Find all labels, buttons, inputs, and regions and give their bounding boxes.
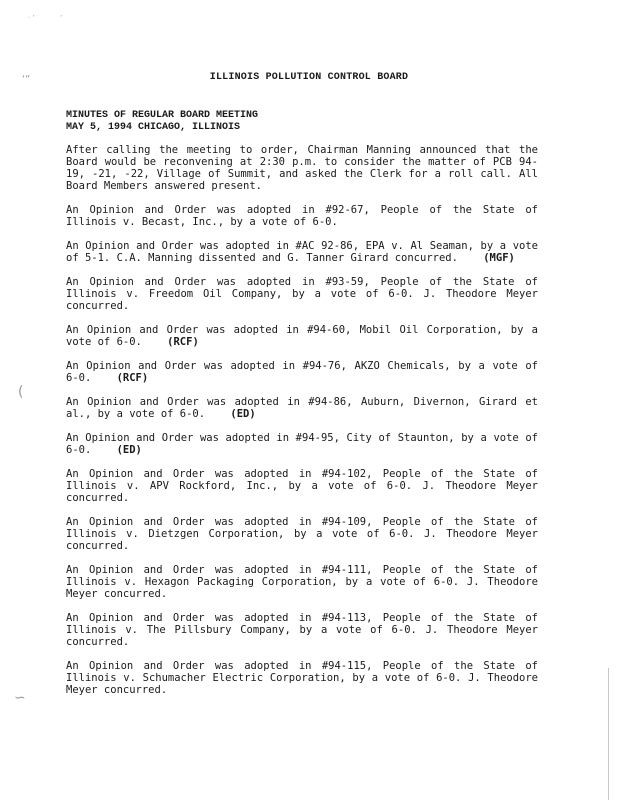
author-tag: (ED) — [116, 444, 142, 456]
scan-speck-mark: ∽ — [14, 690, 26, 706]
scan-speck-mark: ’ — [60, 14, 63, 22]
scan-speck-mark: ( — [18, 384, 24, 400]
minutes-paragraph — [66, 468, 538, 504]
scan-speck-mark: · ’ — [28, 14, 35, 22]
paragraph-text: An Opinion and Order was adopted in #94-95, City of Staunton, by a vote of 6-0. — [66, 432, 538, 456]
paragraph-text: An Opinion and Order was adopted in #94-76, AKZO Chemicals, by a vote of 6-0. — [66, 360, 538, 384]
paragraph-text: An Opinion and Order was adopted in #94-86, Auburn, Divernon, Girard et al., by a vote of 6-0. — [66, 396, 538, 420]
paragraph-text: An Opinion and Order was adopted in #94-115, People of the State of Illinois v. Schumacher Electric Corporation, by a vote of 6-0. J. Theodore Meyer concurred. — [66, 660, 538, 696]
minutes-paragraph — [66, 660, 538, 696]
minutes-paragraph — [66, 516, 538, 552]
paragraph-text: An Opinion and Order was adopted in #94-60, Mobil Oil Corporation, by a vote of 6-0. — [66, 324, 538, 348]
minutes-paragraph — [66, 612, 538, 648]
minutes-heading-line-2: MAY 5, 1994 CHICAGO, ILLINOIS — [66, 122, 241, 133]
minutes-paragraph — [66, 564, 538, 600]
author-tag: (MGF) — [483, 252, 515, 264]
paragraph-text: After calling the meeting to order, Chairman Manning announced that the Board would be reconvening at 2:30 p.m. to consider the matter of PCB 94-19, -21, -22, Village of Summit, and asked the Clerk for a roll call. All Board Members answered present. — [66, 144, 538, 192]
paragraph-text: An Opinion and Order was adopted in #94-113, People of the State of Illinois v. The Pillsbury Company, by a vote of 6-0. J. Theodore Meyer concurred. — [66, 612, 538, 648]
document-title: ILLINOIS POLLUTION CONTROL BOARD — [209, 72, 409, 83]
minutes-paragraph — [66, 204, 538, 228]
paragraph-text: An Opinion and Order was adopted in #94-102, People of the State of Illinois v. APV Rockford, Inc., by a vote of 6-0. J. Theodore Meyer concurred. — [66, 468, 538, 504]
paragraph-text: An Opinion and Order was adopted in #AC 92-86, EPA v. Al Seaman, by a vote of 5-1. C.A. Manning dissented and G. Tanner Girard concurred. — [66, 240, 538, 264]
minutes-heading-line-1: MINUTES OF REGULAR BOARD MEETING — [66, 110, 259, 121]
minutes-paragraph — [66, 324, 538, 348]
minutes-paragraph — [66, 432, 538, 456]
minutes-heading — [66, 110, 258, 134]
scan-edge-line — [608, 668, 609, 800]
paragraph-text: An Opinion and Order was adopted in #93-59, People of the State of Illinois v. Freedom Oil Company, by a vote of 6-0. J. Theodore Meyer concurred. — [66, 276, 538, 312]
author-tag: (ED) — [230, 408, 256, 420]
minutes-paragraph — [66, 240, 538, 264]
minutes-paragraph — [66, 396, 538, 420]
minutes-paragraph — [66, 360, 538, 384]
minutes-paragraph — [66, 276, 538, 312]
author-tag: (RCF) — [167, 336, 199, 348]
paragraph-text: An Opinion and Order was adopted in #92-67, People of the State of Illinois v. Becast, Inc., by a vote of 6-0. — [66, 204, 538, 228]
scan-speck-mark: ‘“ — [22, 74, 31, 85]
minutes-body — [66, 144, 538, 708]
minutes-paragraph — [66, 144, 538, 192]
paragraph-text: An Opinion and Order was adopted in #94-109, People of the State of Illinois v. Dietzgen Corporation, by a vote of 6-0. J. Theodore Meyer concurred. — [66, 516, 538, 552]
author-tag: (RCF) — [116, 372, 149, 384]
paragraph-text: An Opinion and Order was adopted in #94-111, People of the State of Illinois v. Hexagon Packaging Corporation, by a vote of 6-0. J. Theodore Meyer concurred. — [66, 564, 538, 600]
